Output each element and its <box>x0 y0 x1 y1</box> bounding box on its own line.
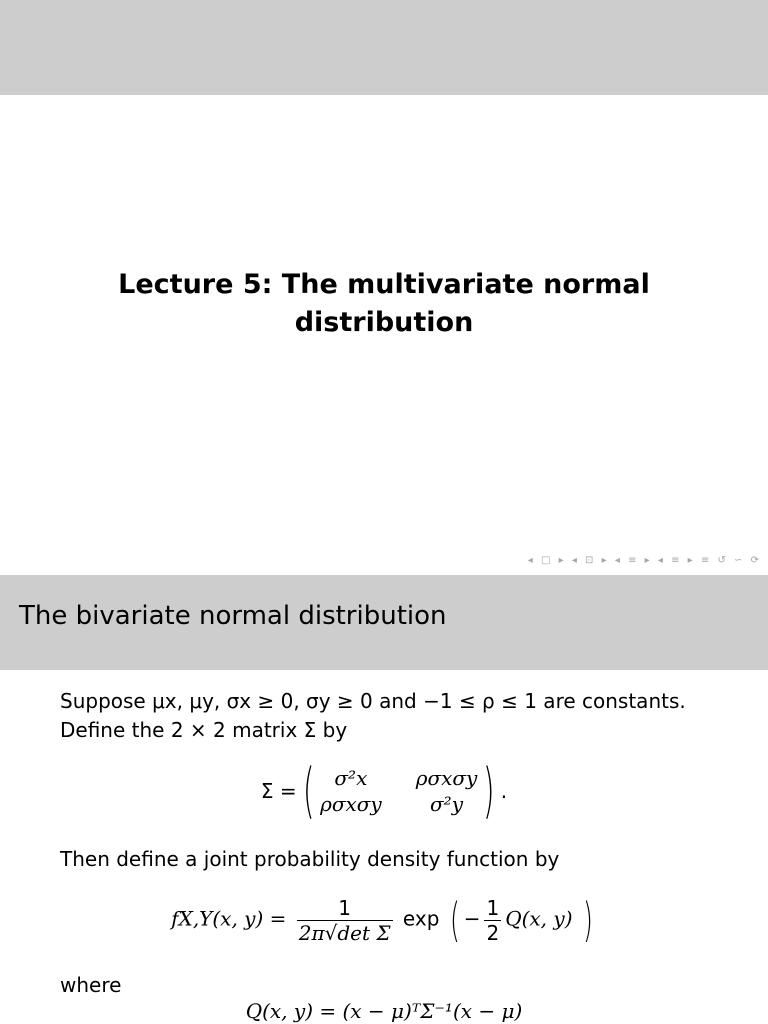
exp-function: exp <box>402 906 440 931</box>
q-formula: Q(x, y) = (x − μ)ᵀΣ⁻¹(x − μ) <box>245 999 523 1023</box>
nav-subsection-icon[interactable]: ⊡ <box>585 555 595 566</box>
half-numerator: 1 <box>486 895 500 920</box>
paragraph-define-matrix: Define the 2 × 2 matrix Σ by <box>60 718 348 742</box>
beamer-navigation-bar <box>525 555 760 566</box>
title-line-2: distribution <box>294 307 474 338</box>
nav-frame-icon[interactable]: □ <box>540 555 552 566</box>
nav-next-icon[interactable]: ▸ <box>558 555 565 566</box>
nav-forward-icon[interactable]: ⟳ <box>750 555 760 566</box>
matrix-entries <box>320 766 477 816</box>
matrix-lhs: Σ = <box>260 779 297 803</box>
half-fraction <box>484 896 501 945</box>
paragraph-define-pdf: Then define a joint probability density function by <box>60 847 560 871</box>
matrix-equation: Σ = ( σ²x ρσxσy ρσxσy σ²y ) . <box>260 756 508 826</box>
nav-document-icon[interactable]: ≡ <box>700 555 711 566</box>
nav-prev-icon[interactable]: ◂ <box>571 555 578 566</box>
nav-section-icon[interactable]: ≡ <box>628 555 638 566</box>
slide-header-bar <box>0 0 768 95</box>
nav-next-icon[interactable]: ▸ <box>687 555 694 566</box>
slide-body <box>60 687 700 745</box>
nav-section-icon[interactable]: ≡ <box>671 555 681 566</box>
slide-body-3 <box>60 971 700 1000</box>
slide-title: The bivariate normal distribution <box>19 601 447 631</box>
nav-search-icon[interactable]: ∽ <box>734 555 744 566</box>
nav-prev-icon[interactable]: ◂ <box>614 555 621 566</box>
pdf-numerator: 1 <box>338 895 352 920</box>
nav-prev-icon[interactable]: ◂ <box>527 555 534 566</box>
nav-back-icon[interactable]: ↺ <box>717 555 727 566</box>
slide-body-2 <box>60 845 700 874</box>
content-slide <box>0 575 768 1024</box>
paragraph-constants: Suppose μx, μy, σx ≥ 0, σy ≥ 0 and −1 ≤ ρ ≤ 1 are constants. <box>60 689 686 713</box>
half-denominator: 2 <box>486 920 500 945</box>
nav-next-icon[interactable]: ▸ <box>601 555 608 566</box>
q-term: Q(x, y) <box>505 906 573 931</box>
pdf-denominator: 2π√det Σ <box>298 920 391 945</box>
pdf-lhs: fX,Y(x, y) = <box>171 906 287 931</box>
matrix-entry: ρσxσy <box>415 766 478 790</box>
matrix-entry: σ²x <box>334 766 368 790</box>
nav-next-icon[interactable]: ▸ <box>644 555 651 566</box>
nav-prev-icon[interactable]: ◂ <box>657 555 664 566</box>
title-line-1: Lecture 5: The multivariate normal <box>118 269 650 300</box>
where-label: where <box>60 973 122 997</box>
pdf-equation: fX,Y(x, y) = $\frac{1}{\text{2π√det Σ}}$ exp ( − $\frac{1}{2}$ Q(x, y) ) <box>171 893 593 947</box>
matrix-period: . <box>500 779 508 803</box>
pdf-fraction <box>297 896 393 945</box>
matrix-entry: ρσxσy <box>320 792 382 816</box>
slide-header-bar <box>0 575 768 670</box>
lecture-title <box>0 266 768 342</box>
matrix-entry: σ²y <box>430 792 463 816</box>
